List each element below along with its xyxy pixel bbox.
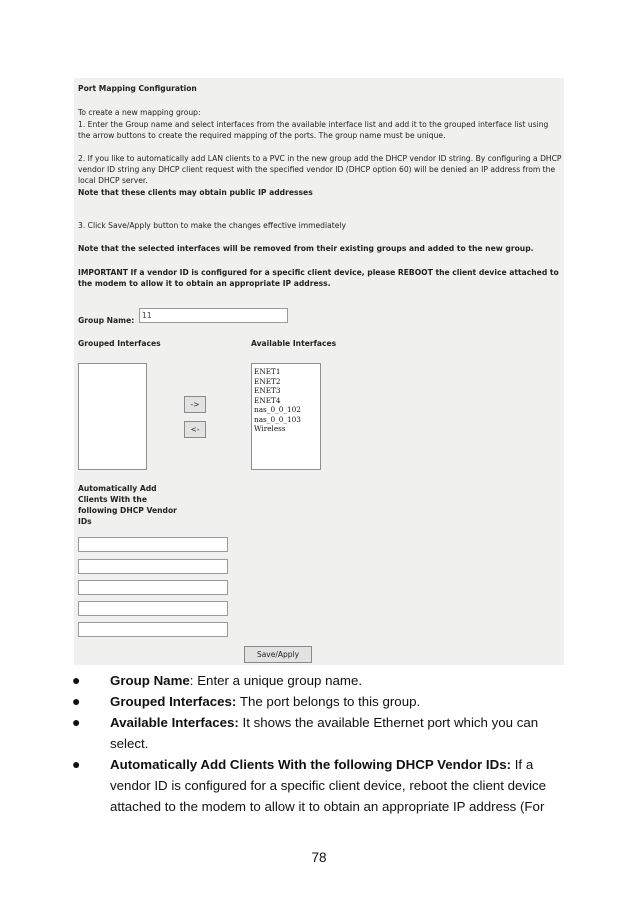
important-note: IMPORTANT If a vendor ID is configured for a specific client device, please REBOOT the client device attached to the modem to allow it to obtain an appropriate IP address. bbox=[78, 268, 559, 288]
bullet-description: Enter a unique group name. bbox=[197, 673, 363, 688]
vendor-id-input[interactable] bbox=[78, 622, 228, 637]
bullet-term: Available Interfaces: bbox=[110, 715, 239, 730]
available-interfaces-label: Available Interfaces bbox=[251, 339, 337, 348]
bullet-term: Grouped Interfaces: bbox=[110, 694, 237, 709]
vendor-id-input[interactable] bbox=[78, 580, 228, 595]
grouped-interfaces-label: Grouped Interfaces bbox=[78, 339, 161, 348]
step2-text: 2. If you like to automatically add LAN clients to a PVC in the new group add the DHCP vendor ID string. By configuring a DHCP vendor ID string any DHCP client request with the specified vendor ID (DHCP option 60) will be denied an IP address from the local DHCP server. bbox=[78, 154, 562, 185]
vendor-id-input[interactable] bbox=[78, 601, 228, 616]
step1-text: 1. Enter the Group name and select interfaces from the available interface list and add it to the grouped interface list using the arrow buttons to create the required mapping of the ports. The group name must be unique. bbox=[78, 120, 549, 140]
available-interface-option[interactable]: Wireless bbox=[254, 424, 286, 433]
group-name-input[interactable]: 11 bbox=[139, 308, 288, 323]
vendor-id-input[interactable] bbox=[78, 537, 228, 552]
bullet-dot-icon: ● bbox=[72, 693, 81, 709]
page-number: 78 bbox=[311, 850, 327, 865]
grouped-interfaces-list[interactable] bbox=[78, 363, 147, 470]
port-mapping-panel bbox=[74, 78, 564, 665]
note-removed: Note that the selected interfaces will be removed from their existing groups and added to the new group. bbox=[78, 244, 534, 253]
bullet-separator: : bbox=[189, 673, 198, 688]
vendor-id-input[interactable] bbox=[78, 559, 228, 574]
bullet-term: Automatically Add Clients With the following DHCP Vendor IDs: bbox=[110, 757, 512, 772]
group-name-label: Group Name: bbox=[78, 316, 135, 325]
page-title: Port Mapping Configuration bbox=[78, 84, 197, 93]
add-interface-button[interactable]: -> bbox=[184, 396, 206, 413]
bullet-dot-icon: ● bbox=[72, 714, 81, 730]
step3-text: 3. Click Save/Apply button to make the changes effective immediately bbox=[78, 221, 347, 230]
bullet-description: The port belongs to this group. bbox=[239, 694, 421, 709]
available-interface-option[interactable]: ENET4 bbox=[254, 395, 281, 405]
note-public-ip: Note that these clients may obtain public IP addresses bbox=[78, 188, 313, 197]
bullet-description: It shows the available Ethernet port which you can select. bbox=[110, 715, 539, 751]
remove-interface-button[interactable]: <- bbox=[184, 421, 206, 438]
available-interface-option[interactable]: ENET1 bbox=[254, 367, 281, 376]
save-apply-button[interactable]: Save/Apply bbox=[244, 646, 312, 663]
available-interfaces-list[interactable] bbox=[251, 363, 321, 470]
bullet-dot-icon: ● bbox=[72, 672, 81, 688]
available-interface-option[interactable]: nas_0_0_102 bbox=[254, 405, 301, 414]
bullet-term: Group Name bbox=[110, 673, 190, 688]
bullet-description: If a vendor ID is configured for a specific client device, reboot the client device attached to the modem to allow it to obtain an appropriate IP address (For bbox=[110, 757, 547, 814]
available-interface-option[interactable]: ENET3 bbox=[254, 386, 281, 395]
available-interface-option[interactable]: nas_0_0_103 bbox=[254, 414, 301, 424]
available-interface-option[interactable]: ENET2 bbox=[254, 376, 281, 386]
vendor-ids-label: Automatically Add Clients With the following DHCP Vendor IDs bbox=[78, 484, 177, 526]
intro-text: To create a new mapping group: bbox=[78, 108, 201, 117]
bullet-dot-icon: ● bbox=[72, 756, 81, 772]
